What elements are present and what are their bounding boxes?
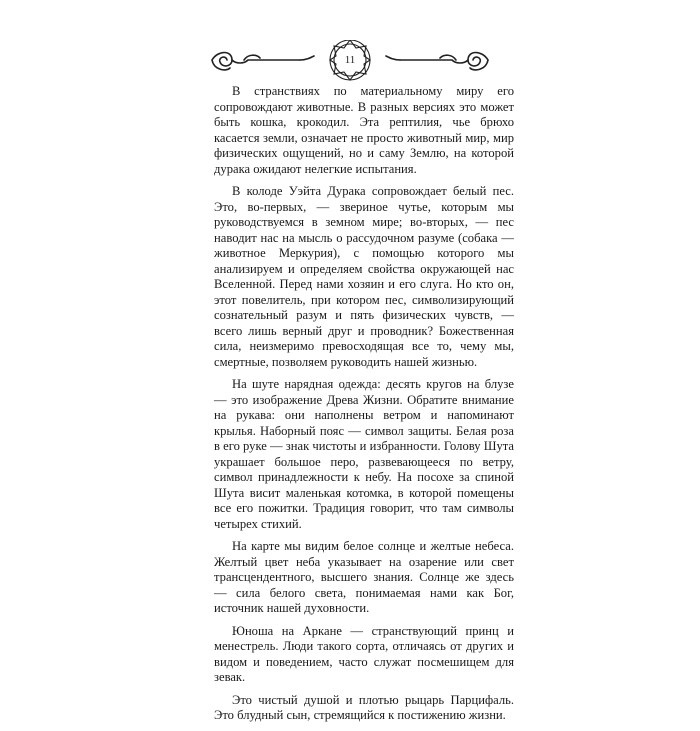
paragraph: В странствиях по материальному миру его сопровождают животные. В разных версиях это может быть кошка, крокодил. Эта рептилия, чье брюхо касается земли, означает не просто животный мир, мир физических ощущений, но и саму Землю, на которой дурака ожидают нелегкие испытания. <box>214 84 514 176</box>
paragraph: Это чистый душой и плотью рыцарь Парцифаль. Это блудный сын, стремящийся к постижению жизни. <box>214 692 514 722</box>
page-number: 11 <box>344 54 356 66</box>
page-header <box>0 40 700 84</box>
paragraph: Юноша на Аркане — странствующий принц и менестрель. Люди такого сорта, отличаясь от других и видом и поведением, часто служат посмешищем для зевак. <box>214 623 514 684</box>
paragraph: В колоде Уэйта Дурака сопровождает белый пес. Это, во-первых, — звериное чутье, которым мы руководствуемся в земном мире; во-вторых, — пес наводит нас на мысль о рассудочном разуме (собака — животное Меркурия), с помощью которого мы анализируем и определяем свойства окружающей нас Вселенной. Перед нами хозяин и его слуга. Но кто он, этот повелитель, при котором пес, символизирующий сознательный разум и пять физических чувств, — всего лишь верный друг и проводник? Божественная сила, неизмеримо превосходящая все то, чему мы, смертные, позволяем руководить нашей жизнью. <box>214 184 514 369</box>
paragraph: На карте мы видим белое солнце и желтые небеса. Желтый цвет неба указывает на озарение или свет трансцендентного, высшего знания. Солнце же здесь — сила белого света, понимаемая нами как Бог, источник нашей духовности. <box>214 539 514 615</box>
paragraph: На шуте нарядная одежда: десять кругов на блузе — это изображение Древа Жизни. Обратите внимание на рукава: они наполнены ветром и напоминают крылья. Наборный пояс — символ защиты. Белая роза в его руке — знак чистоты и избранности. Голову Шута украшает большое перо, развевающееся по ветру, символ принадлежности к небу. На посохе за спиной Шута висит маленькая котомка, в которой помещены все его пожитки. Традиция говорит, что там символы четырех стихий. <box>214 377 514 531</box>
page-body <box>214 84 514 731</box>
